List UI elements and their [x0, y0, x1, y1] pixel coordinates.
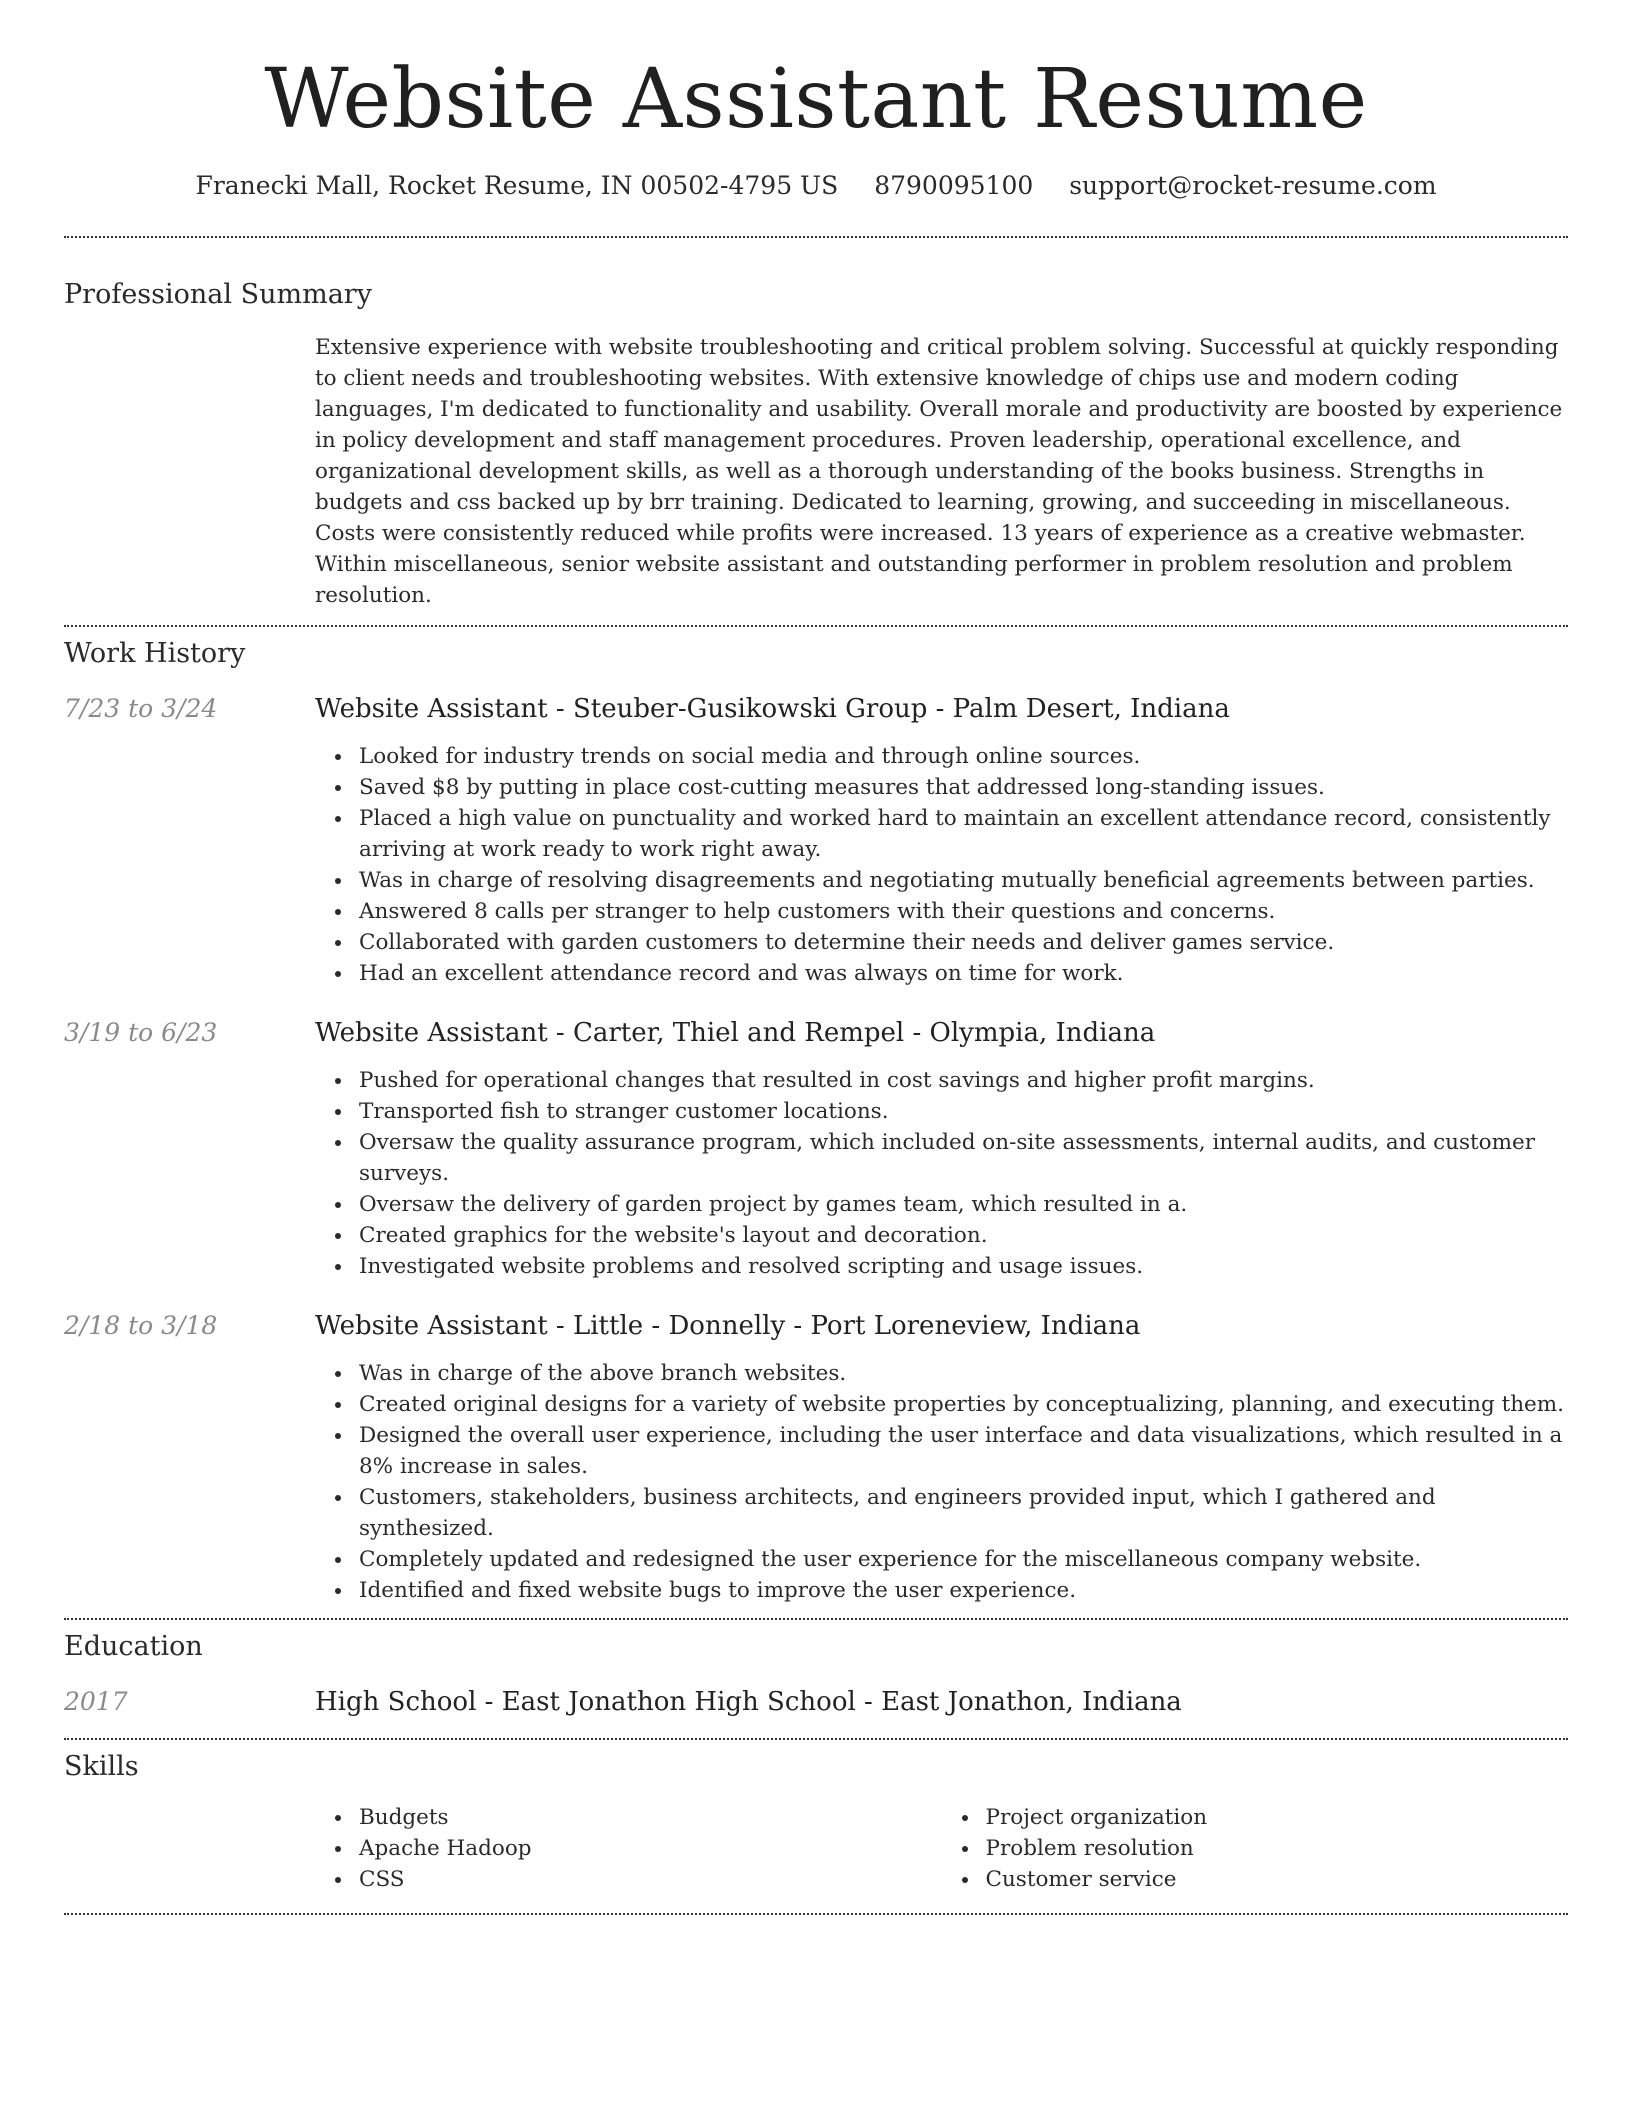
list-item: Was in charge of resolving disagreements and negotiating mutually beneficial agreements between parties.	[359, 865, 1568, 896]
contact-phone: 8790095100	[874, 171, 1034, 200]
resume-title: Website Assistant Resume	[264, 52, 1368, 147]
list-item: Designed the overall user experience, including the user interface and data visualizations, which resulted in a 8% increase in sales.	[359, 1420, 1568, 1482]
job-title: Website Assistant - Carter, Thiel and Rempel - Olympia, Indiana	[315, 1018, 1156, 1048]
summary-text: Extensive experience with website troubleshooting and critical problem solving. Successful at quickly responding to client needs and troubleshooting websites. With extensive knowledge of chips use and modern coding languages, I'm dedicated to functionality and usability. Overall morale and productivity are boosted by experience in policy development and staff management procedures. Proven leadership, operational excellence, and organizational development skills, as well as a thorough understanding of the books business. Strengths in budgets and css backed up by brr training. Dedicated to learning, growing, and succeeding in miscellaneous. Costs were consistently reduced while profits were increased. 13 years of experience as a creative webmaster. Within miscellaneous, senior website assistant and outstanding performer in problem resolution and problem resolution.	[315, 335, 1563, 608]
list-item: CSS	[359, 1864, 942, 1895]
list-item: Created graphics for the website's layout and decoration.	[359, 1220, 1568, 1251]
education-heading: Education	[64, 1631, 203, 1662]
divider	[64, 1618, 1568, 1620]
work-history-heading: Work History	[64, 638, 246, 669]
contact-line	[64, 170, 1568, 202]
list-item: Placed a high value on punctuality and worked hard to maintain an excellent attendance record, consistently arriving at work ready to work right away.	[359, 803, 1568, 865]
job-title: Website Assistant - Steuber-Gusikowski Group - Palm Desert, Indiana	[315, 694, 1230, 724]
list-item: Had an excellent attendance record and was always on time for work.	[359, 958, 1568, 989]
contact-address: Franecki Mall, Rocket Resume, IN 00502-4795 US	[195, 171, 839, 200]
education-date: 2017	[64, 1687, 128, 1716]
education-title: High School - East Jonathon High School - East Jonathon, Indiana	[315, 1687, 1182, 1717]
list-item: Problem resolution	[986, 1833, 1569, 1864]
list-item: Looked for industry trends on social media and through online sources.	[359, 741, 1568, 772]
skills-column-left	[315, 1802, 942, 1895]
job-date: 2/18 to 3/18	[64, 1311, 218, 1340]
divider	[64, 1913, 1568, 1915]
summary-heading: Professional Summary	[64, 279, 372, 310]
list-item: Oversaw the quality assurance program, which included on-site assessments, internal audits, and customer surveys.	[359, 1127, 1568, 1189]
job-entry	[64, 693, 1568, 989]
list-item: Saved $8 by putting in place cost-cutting measures that addressed long-standing issues.	[359, 772, 1568, 803]
list-item: Investigated website problems and resolved scripting and usage issues.	[359, 1251, 1568, 1282]
skills-heading: Skills	[64, 1751, 139, 1782]
list-item: Created original designs for a variety of website properties by conceptualizing, planning, and executing them.	[359, 1389, 1568, 1420]
job-bullets	[359, 1065, 1568, 1282]
list-item: Budgets	[359, 1802, 942, 1833]
list-item: Apache Hadoop	[359, 1833, 942, 1864]
education-entry	[64, 1686, 1568, 1718]
list-item: Transported fish to stranger customer locations.	[359, 1096, 1568, 1127]
job-title: Website Assistant - Little - Donnelly - Port Loreneview, Indiana	[315, 1311, 1141, 1341]
list-item: Customer service	[986, 1864, 1569, 1895]
job-entry	[64, 1017, 1568, 1282]
divider	[64, 625, 1568, 627]
resume-page	[64, 0, 1568, 1915]
list-item: Pushed for operational changes that resulted in cost savings and higher profit margins.	[359, 1065, 1568, 1096]
job-entry	[64, 1310, 1568, 1606]
skills-list	[315, 1802, 1568, 1895]
list-item: Answered 8 calls per stranger to help customers with their questions and concerns.	[359, 896, 1568, 927]
job-date: 3/19 to 6/23	[64, 1018, 218, 1047]
divider	[64, 236, 1568, 238]
contact-email: support@rocket-resume.com	[1069, 171, 1437, 200]
list-item: Identified and fixed website bugs to improve the user experience.	[359, 1575, 1568, 1606]
list-item: Collaborated with garden customers to determine their needs and deliver games service.	[359, 927, 1568, 958]
job-bullets	[359, 741, 1568, 989]
list-item: Customers, stakeholders, business architects, and engineers provided input, which I gathered and synthesized.	[359, 1482, 1568, 1544]
list-item: Completely updated and redesigned the user experience for the miscellaneous company website.	[359, 1544, 1568, 1575]
divider	[64, 1738, 1568, 1740]
job-date: 7/23 to 3/24	[64, 694, 218, 723]
job-bullets	[359, 1358, 1568, 1606]
list-item: Oversaw the delivery of garden project by games team, which resulted in a.	[359, 1189, 1568, 1220]
skills-column-right	[942, 1802, 1569, 1895]
list-item: Project organization	[986, 1802, 1569, 1833]
list-item: Was in charge of the above branch websites.	[359, 1358, 1568, 1389]
